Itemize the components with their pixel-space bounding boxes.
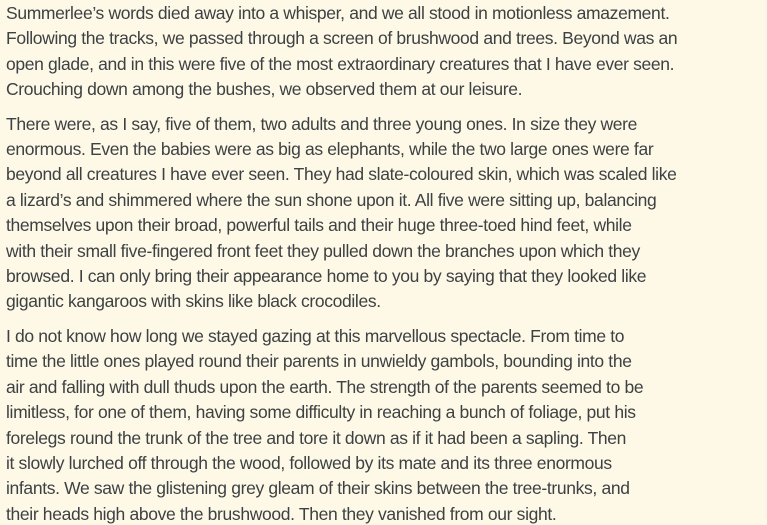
text-line: browsed. I can only bring their appearance home to you by saying that they looked like — [6, 266, 647, 287]
paragraph — [6, 112, 767, 315]
text-line: forelegs round the trunk of the tree and tore it down as if it had been a sapling. Then — [6, 427, 627, 448]
text-line: gigantic kangaroos with skins like black crocodiles. — [6, 291, 381, 312]
text-line: open glade, and in this were five of the most extraordinary creatures that I have ever seen. — [6, 53, 675, 74]
text-line: with their small five-fingered front feet they pulled down the branches upon which they — [6, 240, 640, 261]
text-line: Following the tracks, we passed through a screen of brushwood and trees. Beyond was an — [6, 28, 678, 49]
text-line: limitless, for one of them, having some difficulty in reaching a bunch of foliage, put his — [6, 402, 636, 423]
passage-text — [6, 1, 767, 525]
text-line: Summerlee’s words died away into a whisper, and we all stood in motionless amazement. — [6, 3, 670, 23]
paragraph — [6, 324, 767, 525]
text-line: Crouching down among the bushes, we observed them at our leisure. — [6, 79, 523, 100]
text-line: beyond all creatures I have ever seen. They had slate-coloured skin, which was scaled like — [6, 164, 677, 185]
text-line: it slowly lurched off through the wood, followed by its mate and its three enormous — [6, 452, 612, 473]
text-line: infants. We saw the glistening grey gleam of their skins between the tree-trunks, and — [6, 478, 630, 499]
text-line: There were, as I say, five of them, two adults and three young ones. In size they were — [6, 113, 638, 134]
text-line: themselves upon their broad, powerful tails and their huge three-toed hind feet, while — [6, 215, 632, 236]
paragraph — [6, 1, 767, 103]
text-line: time the little ones played round their parents in unwieldy gambols, bounding into the — [6, 351, 632, 372]
text-line: a lizard’s and shimmered where the sun shone upon it. All five were sitting up, balancing — [6, 189, 657, 210]
text-line: their heads high above the brushwood. Then they vanished from our sight. — [6, 503, 557, 524]
text-line: I do not know how long we stayed gazing at this marvellous spectacle. From time to — [6, 325, 625, 346]
text-line: enormous. Even the babies were as big as elephants, while the two large ones were far — [6, 139, 654, 160]
text-line: air and falling with dull thuds upon the earth. The strength of the parents seemed to be — [6, 376, 644, 397]
